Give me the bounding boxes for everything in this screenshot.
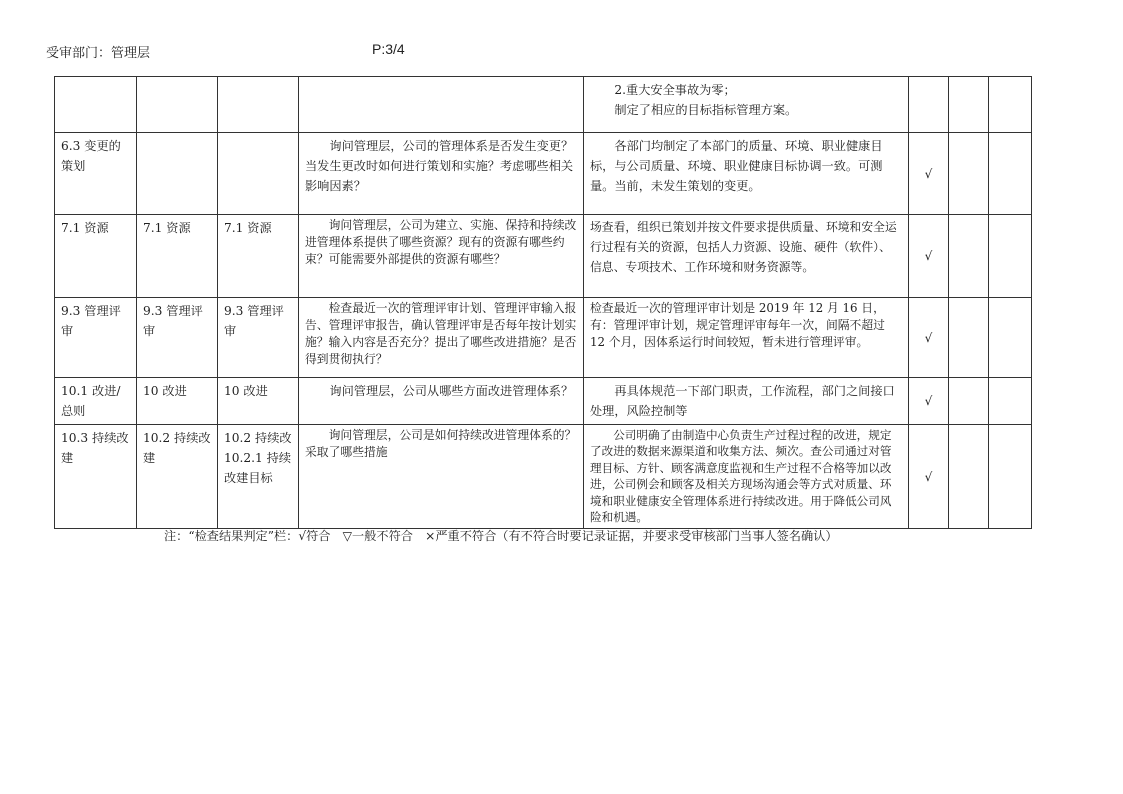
blank-cell: [989, 133, 1032, 215]
evidence-cell: 检查最近一次的管理评审计划是 2019 年 12 月 16 日，有：管理评审计划，规定管理评审每年一次，间隔不超过 12 个月，因体系运行时间较短，暂未进行管理评审。: [584, 298, 909, 378]
clause-cell: 6.3 变更的策划: [55, 133, 137, 215]
blank-cell: [989, 215, 1032, 298]
result-cell: √: [909, 298, 949, 378]
result-cell: √: [909, 215, 949, 298]
clause-cell: 7.1 资源: [137, 215, 218, 298]
clause-cell: [218, 133, 299, 215]
clause-cell: 9.3 管理评审: [55, 298, 137, 378]
evidence-cell: 各部门均制定了本部门的质量、环境、职业健康目标，与公司质量、环境、职业健康目标协调一致。可测量。当前，未发生策划的变更。: [584, 133, 909, 215]
clause-cell: 9.3 管理评审: [218, 298, 299, 378]
blank-cell: [989, 378, 1032, 425]
method-cell: 检查最近一次的管理评审计划、管理评审输入报告、管理评审报告，确认管理评审是否每年按计划实施？输入内容是否充分？提出了哪些改进措施？是否得到贯彻执行？: [299, 298, 584, 378]
page-number: P:3/4: [372, 41, 405, 57]
clause-cell: 9.3 管理评审: [137, 298, 218, 378]
blank-cell: [949, 77, 989, 133]
clause-cell: [55, 77, 137, 133]
result-cell: √: [909, 378, 949, 425]
table-row: [55, 298, 1032, 378]
clause-cell: 10 改进: [137, 378, 218, 425]
blank-cell: [949, 378, 989, 425]
clause-cell: 10 改进: [218, 378, 299, 425]
blank-cell: [989, 77, 1032, 133]
clause-cell: 10.1 改进/总则: [55, 378, 137, 425]
table-row: [55, 133, 1032, 215]
result-cell: [909, 77, 949, 133]
evidence-cell: 再具体规范一下部门职责，工作流程，部门之间接口处理，风险控制等: [584, 378, 909, 425]
table-row: [55, 378, 1032, 425]
clause-cell: 10.3 持续改建: [55, 425, 137, 529]
method-cell: 询问管理层，公司从哪些方面改进管理体系？: [299, 378, 584, 425]
clause-cell: [137, 133, 218, 215]
blank-cell: [949, 298, 989, 378]
blank-cell: [989, 298, 1032, 378]
clause-cell: 10.2 持续改 10.2.1 持续改建目标: [218, 425, 299, 529]
result-cell: √: [909, 133, 949, 215]
clause-cell: [218, 77, 299, 133]
evidence-cell: 场查看，组织已策划并按文件要求提供质量、环境和安全运行过程有关的资源，包括人力资源、设施、硬件（软件）、信息、专项技术、工作环境和财务资源等。: [584, 215, 909, 298]
table-row: [55, 77, 1032, 133]
clause-cell: 10.2 持续改建: [137, 425, 218, 529]
clause-cell: 7.1 资源: [55, 215, 137, 298]
clause-cell: 7.1 资源: [218, 215, 299, 298]
evidence-cell: 公司明确了由制造中心负责生产过程过程的改进，规定了改进的数据来源渠道和收集方法、频次。查公司通过对管理目标、方针、顾客满意度监视和生产过程不合格等加以改进，公司例会和顾客及相关方现场沟通会等方式对质量、环境和职业健康安全管理体系进行持续改进。用于降低公司风险和机遇。: [584, 425, 909, 529]
method-cell: 询问管理层，公司为建立、实施、保持和持续改进管理体系提供了哪些资源？现有的资源有哪些约束？可能需要外部提供的资源有哪些？: [299, 215, 584, 298]
evidence-cell: [584, 77, 909, 133]
audited-department: 受审部门：管理层: [46, 46, 151, 61]
table-row: [55, 215, 1032, 298]
clause-cell: [137, 77, 218, 133]
method-cell: [299, 77, 584, 133]
blank-cell: [989, 425, 1032, 529]
method-cell: 询问管理层，公司是如何持续改进管理体系的？采取了哪些措施: [299, 425, 584, 529]
blank-cell: [949, 425, 989, 529]
evidence-line: 制定了相应的目标指标管理方案。: [614, 103, 798, 117]
result-legend-note: 注：“检查结果判定”栏：√符合 ▽一般不符合 ×严重不符合（有不符合时要记录证据，并要求受审核部门当事人签名确认）: [164, 529, 838, 543]
result-cell: √: [909, 425, 949, 529]
blank-cell: [949, 215, 989, 298]
evidence-line: 2.重大安全事故为零；: [614, 83, 736, 97]
blank-cell: [949, 133, 989, 215]
audit-checklist-table: [54, 76, 1032, 529]
method-cell: 询问管理层，公司的管理体系是否发生变更？当发生更改时如何进行策划和实施？考虑哪些相关影响因素？: [299, 133, 584, 215]
table-row: [55, 425, 1032, 529]
